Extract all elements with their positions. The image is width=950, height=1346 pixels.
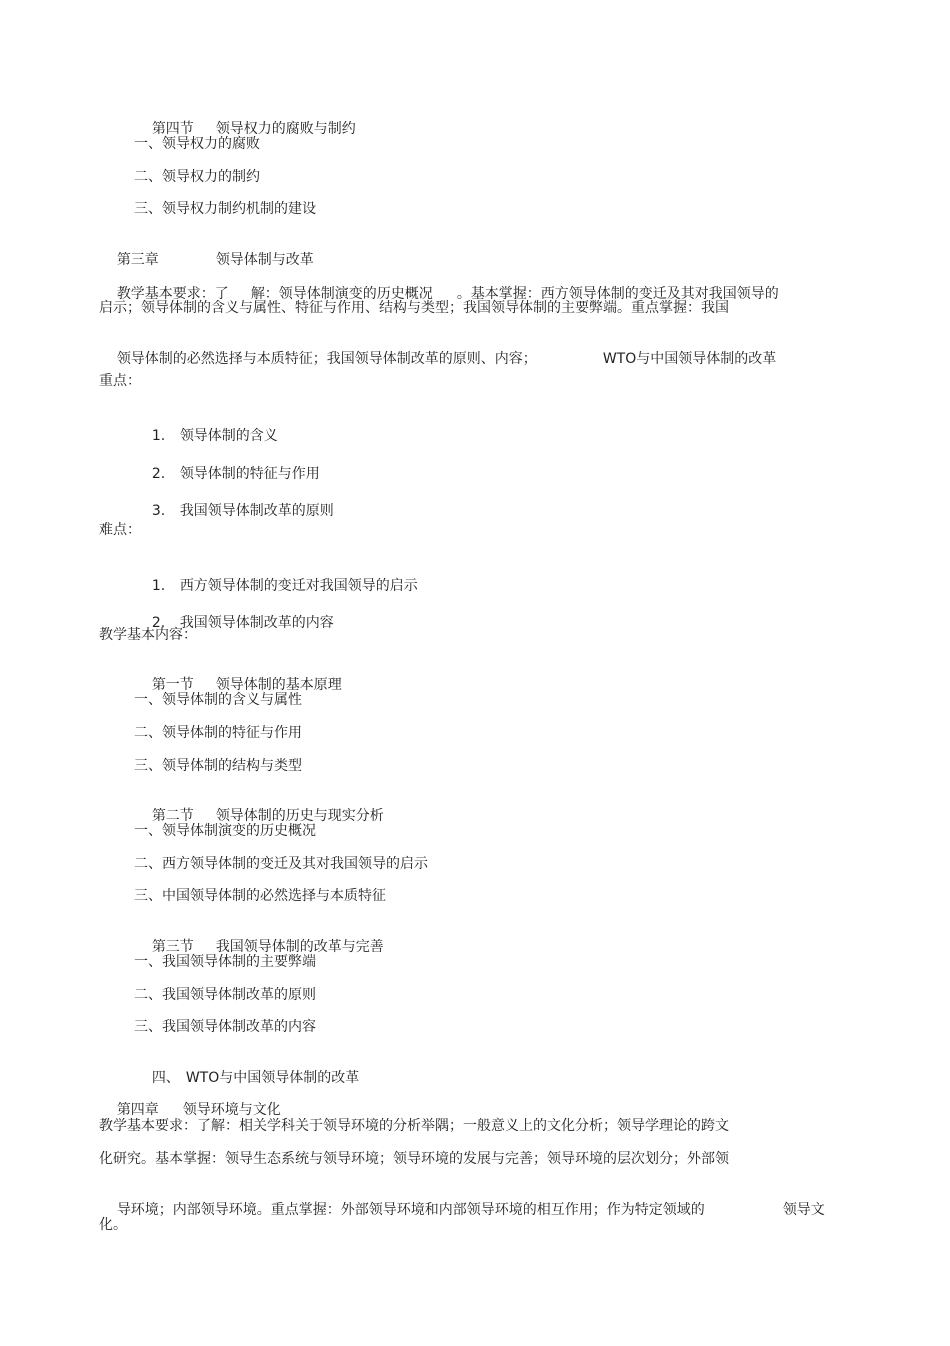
text-span: 解：领导体制演变的历史概况 [250, 286, 433, 302]
list-text: 我国领导体制改革的原则 [179, 503, 334, 519]
list-item [134, 484, 334, 538]
section-title: 领导体制的历史与现实分析 [215, 808, 384, 824]
outline-item: 一、领导体制演变的历史概况 [134, 823, 316, 839]
requirements-line [99, 1183, 825, 1237]
section-label: 第四节 [151, 121, 194, 137]
section-label: 第三节 [151, 939, 194, 955]
section-title: 领导体制的基本原理 [215, 677, 342, 693]
section-label: 第一节 [151, 677, 194, 693]
text-span: 领导体制的必然选择与本质特征；我国领导体制改革的原则、内容； [116, 351, 537, 367]
requirements-line: 化。 [99, 1217, 127, 1233]
list-text: 西方领导体制的变迁对我国领导的启示 [179, 578, 418, 594]
list-number: 1. [151, 428, 166, 444]
outline-item: 三、领导权力制约机制的建设 [134, 201, 316, 217]
outline-item: 三、中国领导体制的必然选择与本质特征 [134, 888, 386, 904]
requirements-line: 化研究。基本掌握：领导生态系统与领导环境；领导环境的发展与完善；领导环境的层次划分；外部领 [99, 1151, 729, 1167]
text-span: 导环境；内部领导环境。重点掌握：外部领导环境和内部领导环境的相互作用；作为特定领域的 [116, 1202, 705, 1218]
content-label: 教学基本内容： [99, 627, 197, 643]
outline-item: 三、我国领导体制改革的内容 [134, 1019, 316, 1035]
chapter-label: 第四章 [116, 1102, 159, 1118]
outline-number: 四、 [151, 1070, 180, 1086]
section-title: 我国领导体制的改革与完善 [215, 939, 384, 955]
list-number: 2. [151, 466, 166, 482]
outline-item: 二、领导权力的制约 [134, 169, 260, 185]
chapter-label: 第三章 [116, 252, 159, 268]
list-number: 2. [151, 615, 166, 631]
outline-item: 一、我国领导体制的主要弊端 [134, 954, 316, 970]
outline-item: 二、西方领导体制的变迁及其对我国领导的启示 [134, 856, 428, 872]
difficulties-label: 难点： [99, 522, 141, 538]
chapter-title: 领导体制与改革 [215, 252, 314, 268]
text-span: 教学基本要求：了 [116, 286, 229, 302]
list-text: 领导体制的特征与作用 [179, 466, 320, 482]
text-span: 领导文 [782, 1202, 825, 1218]
text-span: 。基本掌握：西方领导体制的变迁及其对我国领导的 [456, 286, 779, 302]
outline-item: 二、我国领导体制改革的原则 [134, 987, 316, 1003]
outline-item: 三、领导体制的结构与类型 [134, 758, 302, 774]
outline-item: 一、领导体制的含义与属性 [134, 692, 302, 708]
list-text: 领导体制的含义 [179, 428, 278, 444]
section-label: 第二节 [151, 808, 194, 824]
chapter-title: 领导环境与文化 [182, 1102, 281, 1118]
key-points-label: 重点： [99, 373, 141, 389]
list-text: 我国领导体制改革的内容 [179, 615, 334, 631]
outline-item: 一、领导权力的腐败 [134, 136, 260, 152]
requirements-line [99, 332, 776, 386]
text-span: WTO与中国领导体制的改革 [602, 351, 777, 367]
requirements-line: 启示；领导体制的含义与属性、特征与作用、结构与类型；我国领导体制的主要弊端。重点掌握：我国 [99, 300, 729, 316]
list-number: 3. [151, 503, 166, 519]
outline-text: WTO与中国领导体制的改革 [185, 1070, 360, 1086]
outline-item: 二、领导体制的特征与作用 [134, 725, 302, 741]
section-title: 领导权力的腐败与制约 [215, 121, 356, 137]
requirements-line: 教学基本要求：了解：相关学科关于领导环境的分析举隅；一般意义上的文化分析；领导学理论的跨文 [99, 1118, 729, 1134]
list-number: 1. [151, 578, 166, 594]
